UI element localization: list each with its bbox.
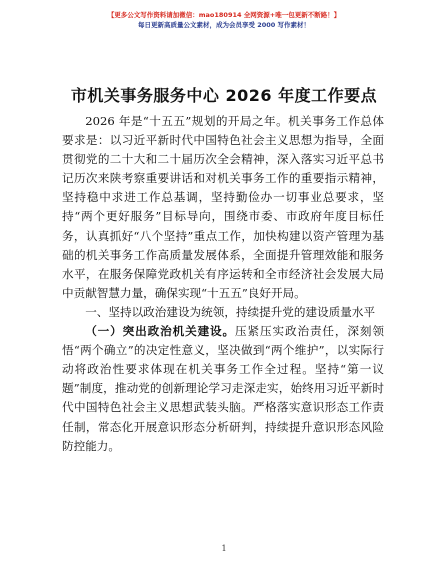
subsection-text-1: 压紧压实政治责任，深刻领悟“两个确立”的决定性意义，坚决做到“两个维护”，以实际行动将政治性要求体现在机关事务工作全过程。坚持“第一议题”制度，推动党的创新理论学习走深走实，始终用习近平新时代中国特色社会主义思想武装头脑。严格落实意识形态工作责任制，常态化开展意识形态分析研判，持续提升意识形态风险防控能力。 (62, 324, 384, 453)
document-body (62, 112, 384, 456)
promo-line-1: 【更多公文写作资料请加微信：mao180914 全网资源+唯一包更新不断路！】 (107, 11, 341, 19)
section-heading-1: 一、坚持以政治建设为统领，持续提升党的建设质量水平 (85, 304, 376, 319)
intro-paragraph: 2026 年是“十五五”规划的开局之年。机关事务工作总体要求是：以习近平新时代中国特色社会主义思想为指导，全面贯彻党的二十大和二十届历次全会精神，深入落实习近平总书记历次来陕考察重要讲话和对机关事务工作的重要指示精神，坚持稳中求进工作总基调，坚持勤俭办一切事业总要求，坚持“两个更好服务”目标导向，围绕市委、市政府年度目标任务，认真抓好“八个坚持”重点工作，加快构建以资产管理为基础的机关事务工作高质量发展体系，全面提升管理效能和服务水平，在服务保障党政机关有序运转和全市经济社会发展大局中贡献智慧力量，确保实现“十五五”良好开局。 (62, 114, 384, 300)
subsection-heading-1: （一）突出政治机关建设。 (85, 324, 236, 339)
promo-line-2: 每日更新高质量公文素材，成为会员享受 2000 写作素材！ (137, 21, 311, 29)
promo-banner (0, 10, 448, 30)
subsection-paragraph-1 (62, 322, 384, 456)
page-number: 1 (221, 544, 227, 553)
document-title: 市机关事务服务中心 2026 年度工作要点 (70, 86, 378, 105)
